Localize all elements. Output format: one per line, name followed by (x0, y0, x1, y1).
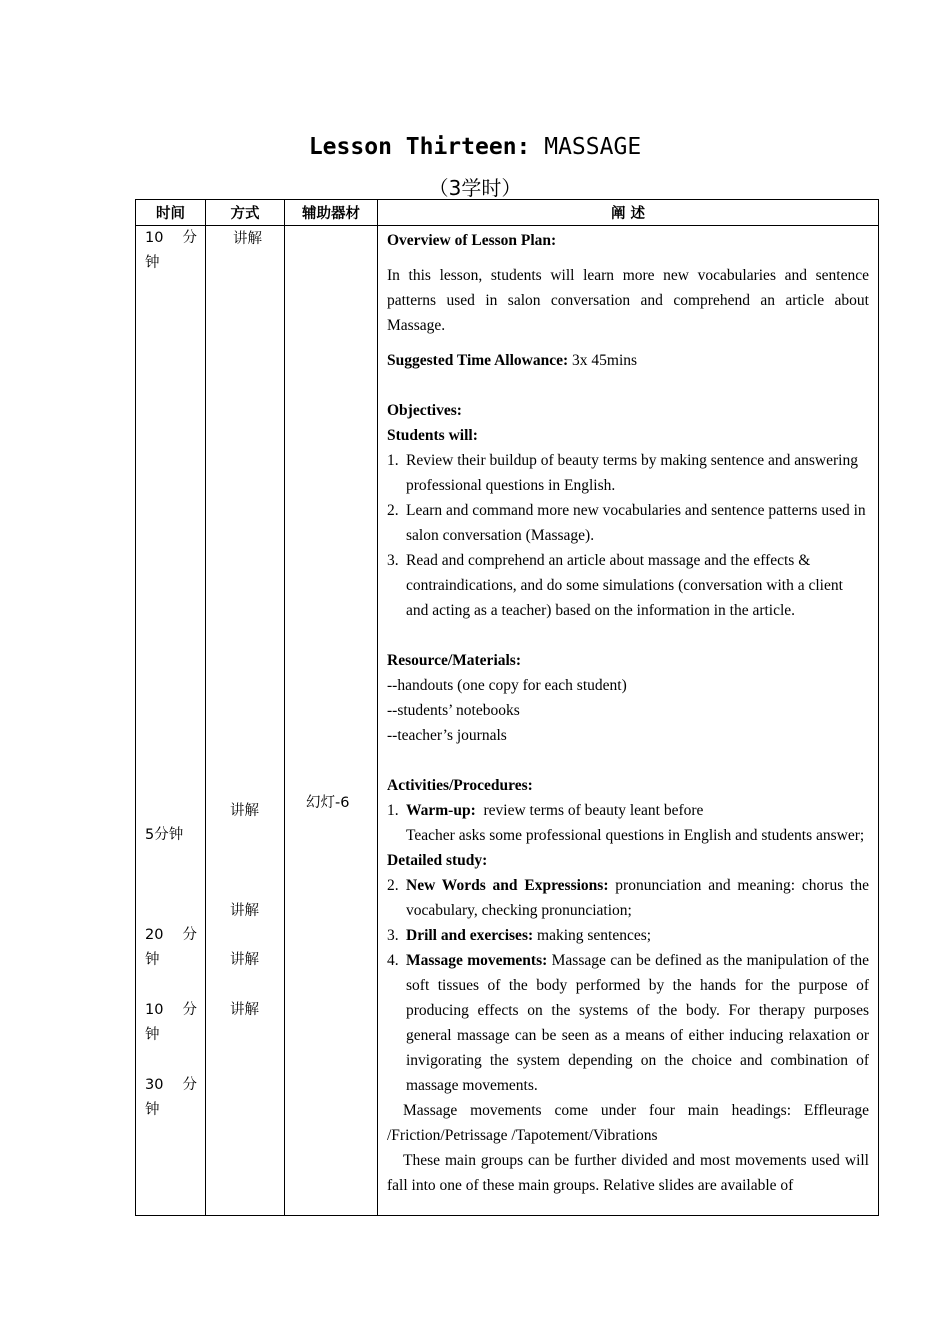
resource-item: --teacher’s journals (387, 727, 507, 744)
table-header-row (136, 200, 879, 226)
time-entry: 5分钟 (145, 827, 184, 843)
method-entry: 讲解 (230, 903, 259, 919)
header-method: 方式 (206, 200, 285, 226)
time-entry: 10 分 钟 (145, 1002, 197, 1043)
lesson-plan-table (135, 199, 879, 1216)
title-rest: MASSAGE (530, 134, 642, 160)
method-column (206, 226, 285, 1216)
resources-heading: Resource/Materials: (387, 652, 521, 669)
method-entry: 讲解 (230, 1002, 259, 1018)
page-subtitle: （3学时） (428, 176, 522, 200)
table-body-row (136, 226, 879, 1216)
list-item: 2. New Words and Expressions: pronunciation and meaning: chorus the vocabulary, checking pronunciation; (387, 877, 869, 919)
title-bold: Lesson Thirteen: (308, 134, 531, 160)
method-entry: 讲解 (230, 952, 259, 968)
description-column (378, 226, 879, 1216)
resource-item: --handouts (one copy for each student) (387, 677, 627, 694)
resource-item: --students’ notebooks (387, 702, 520, 719)
lesson-description (378, 226, 878, 1198)
list-item: 3. Read and comprehend an article about massage and the effects & contraindications, and do some simulations (conversation with a client and acting as a teacher) based on the information in the article. (387, 552, 843, 619)
aid-column (285, 226, 378, 1216)
objectives-heading: Objectives: (387, 402, 462, 419)
students-will: Students will: (387, 427, 478, 444)
movements-paragraph: Massage movements come under four main headings: Effleurage /Friction/Petrissage /Tapotement/Vibrations (387, 1102, 869, 1144)
list-item: 1. Review their buildup of beauty terms by making sentence and answering professional questions in English. (387, 452, 858, 494)
header-aid: 辅助器材 (285, 200, 378, 226)
time-column (136, 226, 206, 1216)
time-entry: 20 分 钟 (145, 927, 197, 968)
overview-heading: Overview of Lesson Plan: (387, 232, 557, 249)
activities-heading: Activities/Procedures: (387, 777, 533, 794)
list-item: 3. Drill and exercises: making sentences; (387, 927, 652, 944)
time-allowance: Suggested Time Allowance: 3x 45mins (387, 352, 638, 369)
header-description: 阐 述 (378, 200, 879, 226)
list-item: 1. Warm-up: review terms of beauty leant before (387, 802, 704, 819)
list-item: 4. Massage movements: Massage can be defined as the manipulation of the soft tissues of the body performed by the hands for the purpose of producing effects on the systems of the body. For therapy purposes general massage can be seen as a means of either inducing relaxation or invigorating the system depending on the choice and combination of massage movements. (387, 952, 869, 1094)
method-entry: 讲解 (233, 231, 262, 247)
header-time: 时间 (136, 200, 206, 226)
list-item: 2. Learn and command more new vocabularies and sentence patterns used in salon conversation (Massage). (387, 502, 866, 544)
detailed-heading: Detailed study: (387, 852, 488, 869)
groups-paragraph: These main groups can be further divided and most movements used will fall into one of these main groups. Relative slides are available of (387, 1152, 869, 1194)
page-title (0, 134, 950, 160)
overview-text: In this lesson, students will learn more new vocabularies and sentence patterns used in salon conversation and comprehend an article about Massage. (387, 267, 869, 334)
aid-entry: 幻灯-6 (306, 795, 350, 811)
warmup-detail: Teacher asks some professional questions in English and students answer; (406, 827, 865, 844)
method-entry: 讲解 (230, 803, 259, 819)
time-entry: 30 分 钟 (145, 1077, 197, 1118)
time-entry: 10 分 钟 (145, 230, 197, 271)
